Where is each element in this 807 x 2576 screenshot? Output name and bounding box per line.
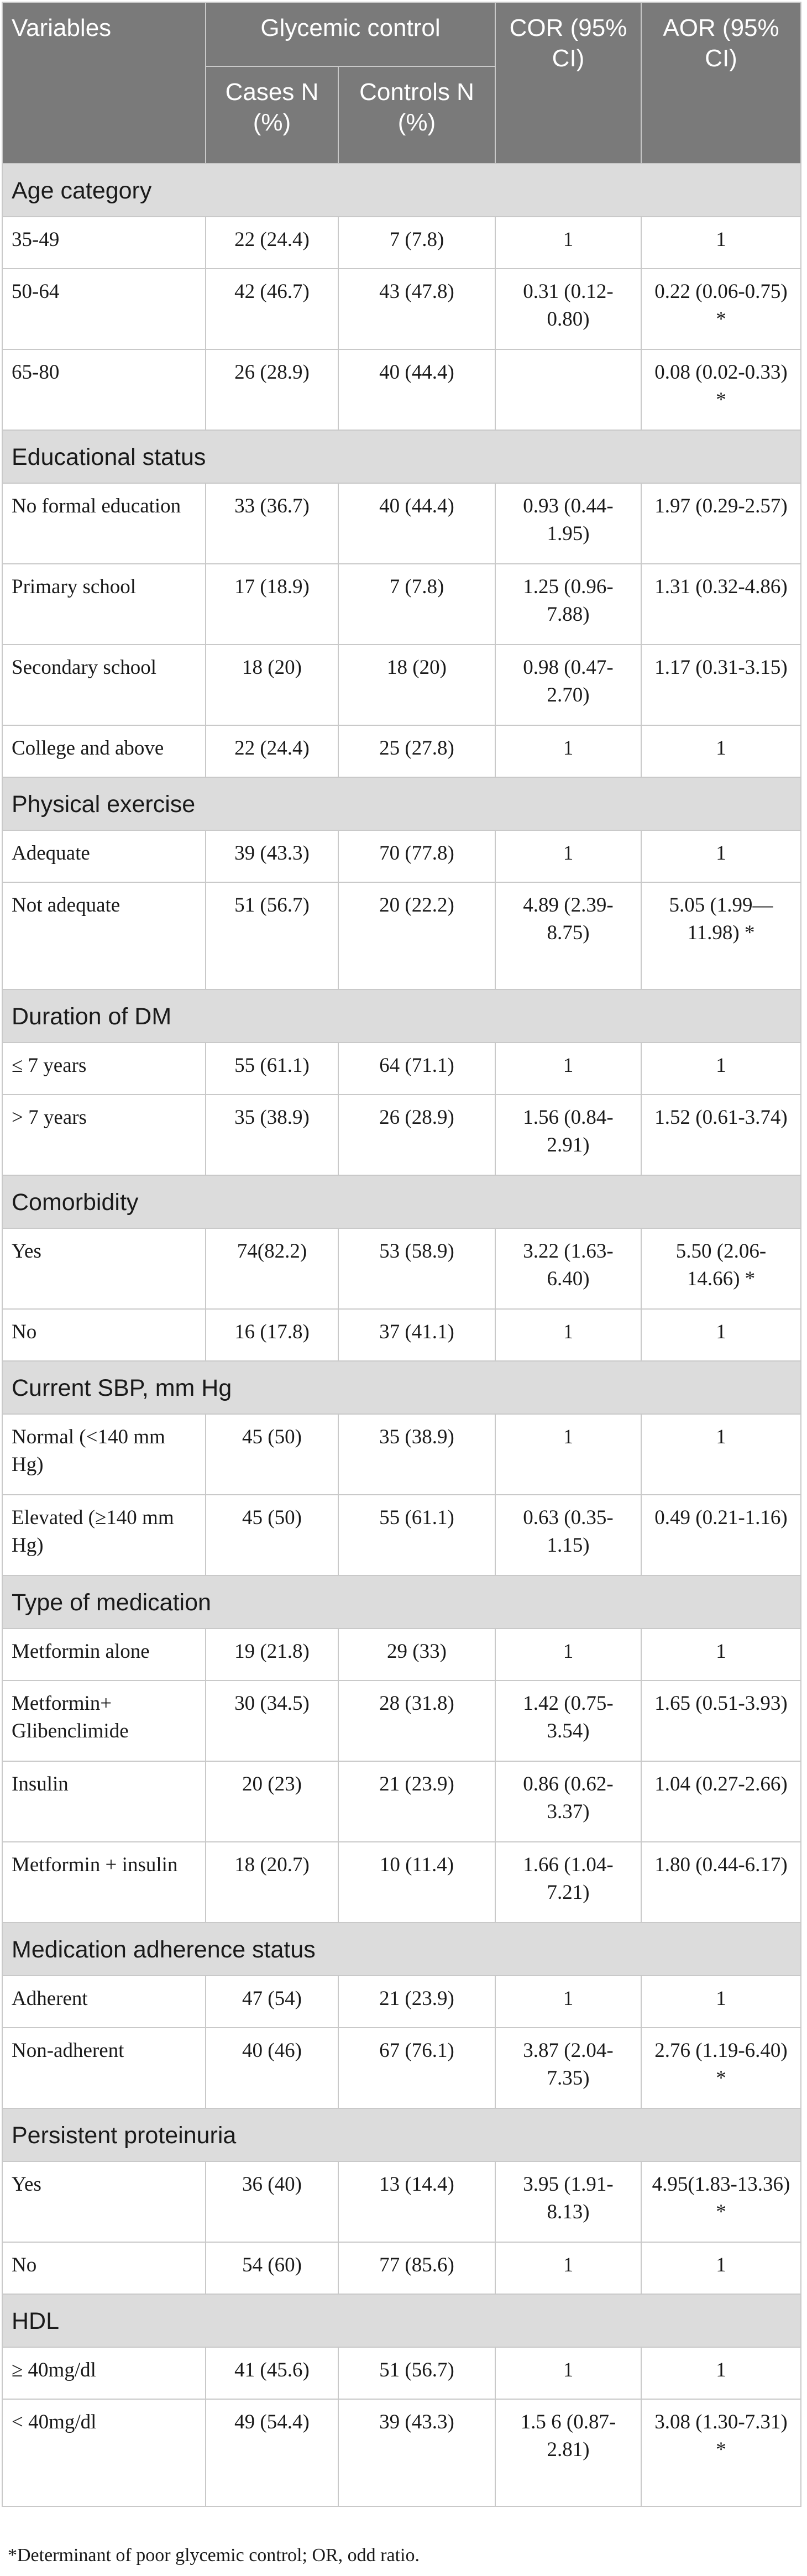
controls-cell: 40 (44.4) xyxy=(338,349,495,430)
category-row xyxy=(2,430,801,483)
variable-cell: Insulin xyxy=(2,1761,206,1842)
cor-cell: 1 xyxy=(495,217,641,269)
controls-cell: 70 (77.8) xyxy=(338,830,495,882)
controls-cell: 39 (43.3) xyxy=(338,2399,495,2506)
category-row xyxy=(2,1175,801,1228)
category-row xyxy=(2,1575,801,1629)
table-row xyxy=(2,2161,801,2242)
controls-cell: 21 (23.9) xyxy=(338,1976,495,2028)
cases-cell: 17 (18.9) xyxy=(206,564,338,645)
cor-cell: 0.98 (0.47-2.70) xyxy=(495,645,641,725)
table-row xyxy=(2,1680,801,1761)
aor-cell: 1.31 (0.32-4.86) xyxy=(641,564,801,645)
cor-cell: 0.86 (0.62-3.37) xyxy=(495,1761,641,1842)
controls-cell: 28 (31.8) xyxy=(338,1680,495,1761)
category-title: Comorbidity xyxy=(2,1175,801,1228)
controls-cell: 43 (47.8) xyxy=(338,269,495,349)
category-title: Age category xyxy=(2,164,801,217)
variable-cell: Adherent xyxy=(2,1976,206,2028)
category-title: Current SBP, mm Hg xyxy=(2,1361,801,1414)
category-title: Medication adherence status xyxy=(2,1923,801,1976)
table-body xyxy=(2,164,801,2506)
controls-cell: 10 (11.4) xyxy=(338,1842,495,1923)
table-row xyxy=(2,2242,801,2294)
aor-cell: 2.76 (1.19-6.40) * xyxy=(641,2028,801,2108)
cor-cell: 0.31 (0.12-0.80) xyxy=(495,269,641,349)
cases-cell: 22 (24.4) xyxy=(206,217,338,269)
category-row xyxy=(2,777,801,830)
variable-cell: ≥ 40mg/dl xyxy=(2,2347,206,2399)
variable-cell: Non-adherent xyxy=(2,2028,206,2108)
variable-cell: Yes xyxy=(2,1228,206,1309)
table-row xyxy=(2,1095,801,1175)
cases-cell: 45 (50) xyxy=(206,1414,338,1495)
category-title: Duration of DM xyxy=(2,989,801,1043)
header-aor: AOR (95% CI) xyxy=(641,2,801,164)
cor-cell: 0.93 (0.44-1.95) xyxy=(495,483,641,564)
header-cor: COR (95% CI) xyxy=(495,2,641,164)
category-title: Type of medication xyxy=(2,1575,801,1629)
table-footnote: *Determinant of poor glycemic control; OR, odd ratio. xyxy=(8,2545,420,2565)
cases-cell: 20 (23) xyxy=(206,1761,338,1842)
cases-cell: 74(82.2) xyxy=(206,1228,338,1309)
cases-cell: 54 (60) xyxy=(206,2242,338,2294)
cases-cell: 47 (54) xyxy=(206,1976,338,2028)
cor-cell: 1 xyxy=(495,1309,641,1361)
variable-cell: < 40mg/dl xyxy=(2,2399,206,2506)
category-title: HDL xyxy=(2,2294,801,2347)
cases-cell: 18 (20.7) xyxy=(206,1842,338,1923)
controls-cell: 21 (23.9) xyxy=(338,1761,495,1842)
table-row xyxy=(2,2028,801,2108)
aor-cell: 1 xyxy=(641,1629,801,1680)
cases-cell: 36 (40) xyxy=(206,2161,338,2242)
variable-cell: Not adequate xyxy=(2,882,206,989)
controls-cell: 26 (28.9) xyxy=(338,1095,495,1175)
table-row xyxy=(2,645,801,725)
aor-cell: 1 xyxy=(641,1976,801,2028)
cases-cell: 49 (54.4) xyxy=(206,2399,338,2506)
table-row xyxy=(2,1495,801,1575)
aor-cell: 0.22 (0.06-0.75) * xyxy=(641,269,801,349)
table-row xyxy=(2,1309,801,1361)
cases-cell: 18 (20) xyxy=(206,645,338,725)
category-row xyxy=(2,1361,801,1414)
header-controls: Controls N (%) xyxy=(338,66,495,164)
aor-cell: 1 xyxy=(641,2242,801,2294)
cor-cell: 1.42 (0.75-3.54) xyxy=(495,1680,641,1761)
cases-cell: 16 (17.8) xyxy=(206,1309,338,1361)
variable-cell: Secondary school xyxy=(2,645,206,725)
table-row xyxy=(2,1414,801,1495)
cor-cell: 1 xyxy=(495,1043,641,1095)
variable-cell: > 7 years xyxy=(2,1095,206,1175)
cases-cell: 45 (50) xyxy=(206,1495,338,1575)
aor-cell: 0.49 (0.21-1.16) xyxy=(641,1495,801,1575)
category-row xyxy=(2,2108,801,2161)
aor-cell: 1.80 (0.44-6.17) xyxy=(641,1842,801,1923)
variable-cell: Yes xyxy=(2,2161,206,2242)
controls-cell: 37 (41.1) xyxy=(338,1309,495,1361)
category-title: Educational status xyxy=(2,430,801,483)
cases-cell: 19 (21.8) xyxy=(206,1629,338,1680)
controls-cell: 18 (20) xyxy=(338,645,495,725)
aor-cell: 1 xyxy=(641,725,801,777)
cases-cell: 40 (46) xyxy=(206,2028,338,2108)
table-row xyxy=(2,349,801,430)
cor-cell: 1 xyxy=(495,1976,641,2028)
table-row xyxy=(2,483,801,564)
aor-cell: 1.17 (0.31-3.15) xyxy=(641,645,801,725)
controls-cell: 77 (85.6) xyxy=(338,2242,495,2294)
table-header xyxy=(2,2,801,164)
aor-cell: 1.52 (0.61-3.74) xyxy=(641,1095,801,1175)
controls-cell: 29 (33) xyxy=(338,1629,495,1680)
cor-cell: 1 xyxy=(495,1414,641,1495)
table-row xyxy=(2,1629,801,1680)
cor-cell: 1 xyxy=(495,725,641,777)
cor-cell xyxy=(495,349,641,430)
aor-cell: 1.65 (0.51-3.93) xyxy=(641,1680,801,1761)
cor-cell: 3.95 (1.91-8.13) xyxy=(495,2161,641,2242)
aor-cell: 1 xyxy=(641,217,801,269)
aor-cell: 1.04 (0.27-2.66) xyxy=(641,1761,801,1842)
table-row xyxy=(2,269,801,349)
variable-cell: 65-80 xyxy=(2,349,206,430)
table-row xyxy=(2,1228,801,1309)
controls-cell: 67 (76.1) xyxy=(338,2028,495,2108)
category-row xyxy=(2,2294,801,2347)
cases-cell: 39 (43.3) xyxy=(206,830,338,882)
cases-cell: 22 (24.4) xyxy=(206,725,338,777)
variable-cell: Metformin+ Glibenclimide xyxy=(2,1680,206,1761)
table-row xyxy=(2,882,801,989)
cor-cell: 1 xyxy=(495,2347,641,2399)
header-variables: Variables xyxy=(2,2,206,164)
table-row xyxy=(2,1043,801,1095)
category-row xyxy=(2,164,801,217)
controls-cell: 7 (7.8) xyxy=(338,217,495,269)
controls-cell: 13 (14.4) xyxy=(338,2161,495,2242)
cases-cell: 42 (46.7) xyxy=(206,269,338,349)
aor-cell: 1 xyxy=(641,2347,801,2399)
variable-cell: Elevated (≥140 mm Hg) xyxy=(2,1495,206,1575)
variable-cell: Normal (<140 mm Hg) xyxy=(2,1414,206,1495)
aor-cell: 5.50 (2.06-14.66) * xyxy=(641,1228,801,1309)
cases-cell: 30 (34.5) xyxy=(206,1680,338,1761)
aor-cell: 0.08 (0.02-0.33) * xyxy=(641,349,801,430)
cor-cell: 1.25 (0.96-7.88) xyxy=(495,564,641,645)
controls-cell: 20 (22.2) xyxy=(338,882,495,989)
variable-cell: Metformin + insulin xyxy=(2,1842,206,1923)
table-row xyxy=(2,830,801,882)
variable-cell: No xyxy=(2,2242,206,2294)
table-row xyxy=(2,1761,801,1842)
variable-cell: 35-49 xyxy=(2,217,206,269)
variable-cell: 50-64 xyxy=(2,269,206,349)
variable-cell: Adequate xyxy=(2,830,206,882)
cor-cell: 1 xyxy=(495,830,641,882)
table-row xyxy=(2,564,801,645)
category-row xyxy=(2,989,801,1043)
table-row xyxy=(2,1842,801,1923)
cases-cell: 51 (56.7) xyxy=(206,882,338,989)
variable-cell: Primary school xyxy=(2,564,206,645)
aor-cell: 1 xyxy=(641,1414,801,1495)
cases-cell: 33 (36.7) xyxy=(206,483,338,564)
category-title: Persistent proteinuria xyxy=(2,2108,801,2161)
variable-cell: No xyxy=(2,1309,206,1361)
category-title: Physical exercise xyxy=(2,777,801,830)
variable-cell: ≤ 7 years xyxy=(2,1043,206,1095)
controls-cell: 64 (71.1) xyxy=(338,1043,495,1095)
header-cases: Cases N (%) xyxy=(206,66,338,164)
aor-cell: 1 xyxy=(641,830,801,882)
aor-cell: 5.05 (1.99—11.98) * xyxy=(641,882,801,989)
controls-cell: 51 (56.7) xyxy=(338,2347,495,2399)
variable-cell: Metformin alone xyxy=(2,1629,206,1680)
aor-cell: 1.97 (0.29-2.57) xyxy=(641,483,801,564)
table-row xyxy=(2,725,801,777)
cor-cell: 4.89 (2.39-8.75) xyxy=(495,882,641,989)
controls-cell: 35 (38.9) xyxy=(338,1414,495,1495)
aor-cell: 3.08 (1.30-7.31) * xyxy=(641,2399,801,2506)
cor-cell: 1.66 (1.04-7.21) xyxy=(495,1842,641,1923)
cases-cell: 55 (61.1) xyxy=(206,1043,338,1095)
cor-cell: 0.63 (0.35-1.15) xyxy=(495,1495,641,1575)
table-row xyxy=(2,2399,801,2506)
category-row xyxy=(2,1923,801,1976)
controls-cell: 40 (44.4) xyxy=(338,483,495,564)
table-row xyxy=(2,2347,801,2399)
cor-cell: 3.87 (2.04-7.35) xyxy=(495,2028,641,2108)
cor-cell: 1.5 6 (0.87-2.81) xyxy=(495,2399,641,2506)
aor-cell: 1 xyxy=(641,1043,801,1095)
aor-cell: 4.95(1.83-13.36) * xyxy=(641,2161,801,2242)
variable-cell: No formal education xyxy=(2,483,206,564)
cases-cell: 26 (28.9) xyxy=(206,349,338,430)
table-row xyxy=(2,1976,801,2028)
results-table xyxy=(2,2,801,2507)
variable-cell: College and above xyxy=(2,725,206,777)
cases-cell: 35 (38.9) xyxy=(206,1095,338,1175)
controls-cell: 53 (58.9) xyxy=(338,1228,495,1309)
controls-cell: 25 (27.8) xyxy=(338,725,495,777)
table-row xyxy=(2,217,801,269)
cor-cell: 1 xyxy=(495,2242,641,2294)
aor-cell: 1 xyxy=(641,1309,801,1361)
cor-cell: 3.22 (1.63-6.40) xyxy=(495,1228,641,1309)
header-glycemic-control: Glycemic control xyxy=(206,2,495,66)
controls-cell: 55 (61.1) xyxy=(338,1495,495,1575)
cases-cell: 41 (45.6) xyxy=(206,2347,338,2399)
cor-cell: 1 xyxy=(495,1629,641,1680)
cor-cell: 1.56 (0.84-2.91) xyxy=(495,1095,641,1175)
controls-cell: 7 (7.8) xyxy=(338,564,495,645)
